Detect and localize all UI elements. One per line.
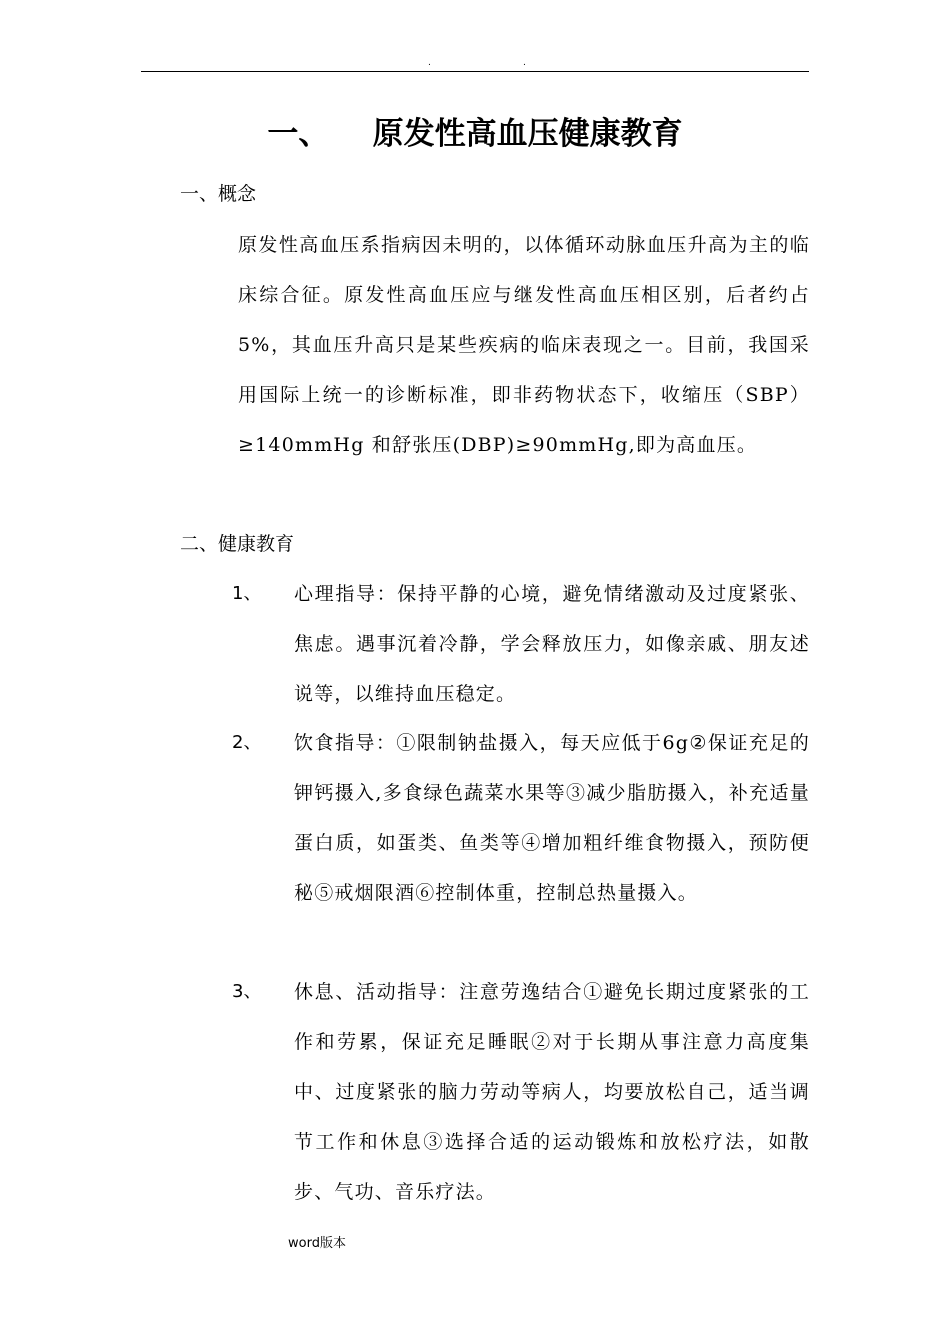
header-dot: . <box>428 58 431 68</box>
header-dot: . <box>523 58 526 68</box>
list-number: 2、 <box>232 732 262 753</box>
list-item-text: 心理指导：保持平静的心境，避免情绪激动及过度紧张、焦虑。遇事沉着冷静，学会释放压力，如像亲戚、朋友述说等，以维持血压稳定。 <box>294 583 810 705</box>
section-heading-concept: 一、概念 <box>180 183 257 205</box>
list-number: 1、 <box>232 583 262 604</box>
list-item-text: 饮食指导：①限制钠盐摄入，每天应低于6g②保证充足的钾钙摄入,多食绿色蔬菜水果等③减少脂肪摄入，补充适量蛋白质，如蛋类、鱼类等④增加粗纤维食物摄入，预防便秘⑤戒烟限酒⑥控制体重，控制总热量摄入。 <box>294 732 810 904</box>
section-heading-education: 二、健康教育 <box>180 533 295 555</box>
concept-paragraph: 原发性高血压系指病因未明的，以体循环动脉血压升高为主的临床综合征。原发性高血压应与继发性高血压相区别，后者约占5%，其血压升高只是某些疾病的临床表现之一。目前，我国采用国际上统一的诊断标准，即非药物状态下，收缩压（SBP）≥140mmHg 和舒张压(DBP)≥90mmHg,即为高血压。 <box>238 234 810 456</box>
header-rule <box>141 71 809 72</box>
list-number: 3、 <box>232 981 262 1002</box>
page-title: 一、 原发性高血压健康教育 <box>267 116 683 152</box>
footer-text: word版本 <box>288 1236 346 1251</box>
list-item-text: 休息、活动指导：注意劳逸结合①避免长期过度紧张的工作和劳累，保证充足睡眠②对于长期从事注意力高度集中、过度紧张的脑力劳动等病人，均要放松自己，适当调节工作和休息③选择合适的运动锻炼和放松疗法，如散步、气功、音乐疗法。 <box>294 981 810 1203</box>
